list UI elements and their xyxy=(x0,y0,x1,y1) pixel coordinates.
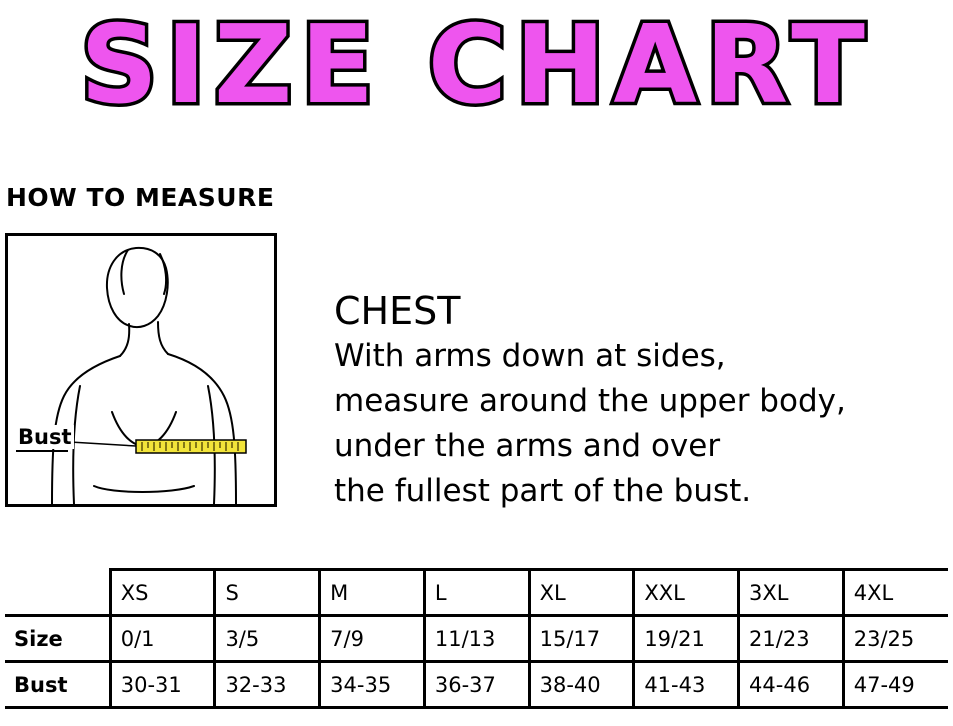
table-header-row xyxy=(5,570,948,616)
table-col-header-4xl: 4XL xyxy=(843,570,948,616)
table-col-header-s: S xyxy=(215,570,320,616)
size-s: 3/5 xyxy=(215,616,320,662)
size-4xl: 23/25 xyxy=(843,616,948,662)
title-banner xyxy=(0,0,953,150)
bust-callout-label: Bust xyxy=(18,425,72,449)
table-col-header-xxl: XXL xyxy=(634,570,739,616)
bust-xxl: 41-43 xyxy=(634,662,739,708)
table-col-header-xl: XL xyxy=(529,570,634,616)
bust-xs: 30-31 xyxy=(110,662,215,708)
bust-leader-line xyxy=(70,442,136,446)
table-col-header-l: L xyxy=(424,570,529,616)
size-m: 7/9 xyxy=(320,616,425,662)
measurement-figure xyxy=(5,233,277,507)
size-xs: 0/1 xyxy=(110,616,215,662)
how-to-measure-heading: HOW TO MEASURE xyxy=(6,183,275,212)
chest-line-4: the fullest part of the bust. xyxy=(334,473,752,509)
size-l: 11/13 xyxy=(424,616,529,662)
table-col-header-xs: XS xyxy=(110,570,215,616)
bust-s: 32-33 xyxy=(215,662,320,708)
chest-line-1: With arms down at sides, xyxy=(334,338,726,374)
table-row xyxy=(5,616,948,662)
table-col-header-m: M xyxy=(320,570,425,616)
bust-4xl: 47-49 xyxy=(843,662,948,708)
size-chart-table xyxy=(5,568,948,709)
table-col-header-3xl: 3XL xyxy=(739,570,844,616)
bust-l: 36-37 xyxy=(424,662,529,708)
table-row xyxy=(5,662,948,708)
bust-callout-underline xyxy=(16,450,68,452)
table-corner-cell xyxy=(5,570,110,616)
female-torso-illustration xyxy=(8,236,274,504)
chest-heading: CHEST xyxy=(334,289,461,333)
bust-xl: 38-40 xyxy=(529,662,634,708)
table-row-label-bust: Bust xyxy=(5,662,110,708)
tape-measure xyxy=(136,440,246,453)
size-xl: 15/17 xyxy=(529,616,634,662)
page-title: SIZE CHART xyxy=(80,3,873,128)
size-xxl: 19/21 xyxy=(634,616,739,662)
bust-3xl: 44-46 xyxy=(739,662,844,708)
bust-m: 34-35 xyxy=(320,662,425,708)
chest-line-3: under the arms and over xyxy=(334,428,721,464)
chest-line-2: measure around the upper body, xyxy=(334,383,846,419)
size-3xl: 21/23 xyxy=(739,616,844,662)
chest-description xyxy=(334,288,934,514)
table-row-label-size: Size xyxy=(5,616,110,662)
